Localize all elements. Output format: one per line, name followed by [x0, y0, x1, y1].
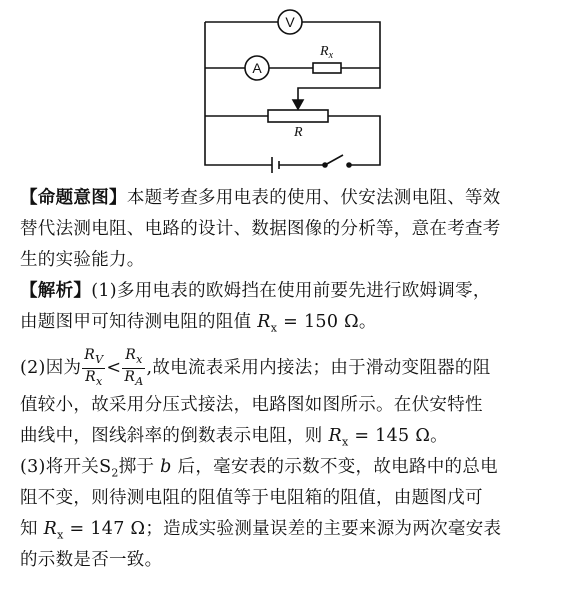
wire-left — [205, 22, 272, 165]
battery-icon — [272, 157, 279, 173]
analysis-line — [20, 307, 560, 338]
frac-den-sub: A — [135, 374, 144, 388]
var-sub: x — [57, 528, 64, 542]
analysis-section — [20, 276, 560, 576]
var-b: b — [160, 457, 172, 477]
intent-heading: 【命题意图】 — [20, 188, 127, 208]
intent-text-2: 替代法测电阻、电路的设计、数据图像的分析等，意在考查考 — [20, 219, 501, 239]
frac-num: R — [125, 347, 137, 364]
rheostat-label: R — [294, 125, 303, 140]
analysis-line — [20, 545, 560, 576]
analysis-p2-prefix: (2)因为 — [20, 358, 82, 378]
intent-line — [20, 183, 560, 214]
analysis-line — [20, 276, 560, 307]
intent-line — [20, 245, 560, 276]
analysis-p2-line2: 值较小，故采用分压式接法，电路图如图所示。在伏安特性 — [20, 395, 483, 415]
frac-num-sub: x — [136, 353, 143, 366]
analysis-p3-line1-c: 后，毫安表的示数不变，故电路中的总电 — [171, 457, 498, 477]
frac-den: R — [124, 369, 136, 385]
switch-right-terminal — [347, 163, 351, 167]
wire-rheostat — [205, 116, 380, 165]
analysis-p3-line4: 的示数是否一致。 — [20, 550, 163, 570]
var-r: R — [257, 312, 271, 332]
analysis-p2-line3-b: = 145 Ω。 — [348, 426, 448, 446]
var-r: R — [328, 426, 342, 446]
analysis-p3-line3-b: = 147 Ω；造成实验测量误差的主要来源为两次毫安表 — [63, 519, 502, 539]
rheostat-r — [268, 110, 328, 122]
less-than: < — [106, 358, 122, 378]
analysis-line — [20, 346, 560, 390]
analysis-p3-line1-a: (3)将开关S — [20, 457, 112, 477]
fraction-rv-rx — [82, 347, 105, 390]
fraction-rx-ra — [122, 347, 145, 390]
var-sub: x — [270, 321, 278, 335]
slider-arrow-icon — [293, 100, 303, 109]
analysis-p2-rest: ,故电流表采用内接法；由于滑动变阻器的阻 — [146, 358, 491, 378]
intent-line — [20, 214, 560, 245]
intent-text-3: 生的实验能力。 — [20, 250, 145, 270]
analysis-p3-line1-b: 掷于 — [118, 457, 161, 477]
analysis-heading: 【解析】 — [20, 281, 92, 301]
analysis-line — [20, 514, 560, 545]
analysis-p1-line2-b: = 150 Ω。 — [277, 312, 377, 332]
resistor-label: $R_x$ — [320, 44, 334, 61]
intent-section — [20, 183, 560, 276]
frac-den: R — [85, 369, 96, 385]
circuit-diagram — [0, 0, 569, 190]
frac-den-sub: x — [96, 374, 103, 388]
analysis-p3-line3-a: 知 — [20, 519, 44, 539]
ammeter-label: A — [252, 60, 262, 76]
analysis-line — [20, 483, 560, 514]
analysis-p1-line1: (1)多用电表的欧姆挡在使用前要先进行欧姆调零， — [91, 281, 491, 301]
frac-num: R — [84, 347, 96, 364]
resistor-rx — [313, 63, 341, 73]
frac-num-sub: V — [95, 353, 104, 366]
analysis-line — [20, 390, 560, 421]
switch-sub: 2 — [111, 466, 119, 480]
intent-text-1: 本题考查多用电表的使用、伏安法测电阻、等效 — [126, 188, 501, 208]
switch-icon — [325, 155, 343, 165]
voltmeter-label: V — [285, 14, 295, 30]
analysis-p2-line3-a: 曲线中，图线斜率的倒数表示电阻，则 — [20, 426, 329, 446]
var-sub: x — [341, 435, 349, 449]
var-r: R — [43, 519, 58, 539]
analysis-p3-line2: 阻不变，则待测电阻的阻值等于电阻箱的阻值，由题图戊可 — [20, 488, 483, 508]
analysis-line — [20, 452, 560, 483]
analysis-p1-line2-a: 由题图甲可知待测电阻的阻值 — [20, 312, 258, 332]
analysis-line — [20, 421, 560, 452]
